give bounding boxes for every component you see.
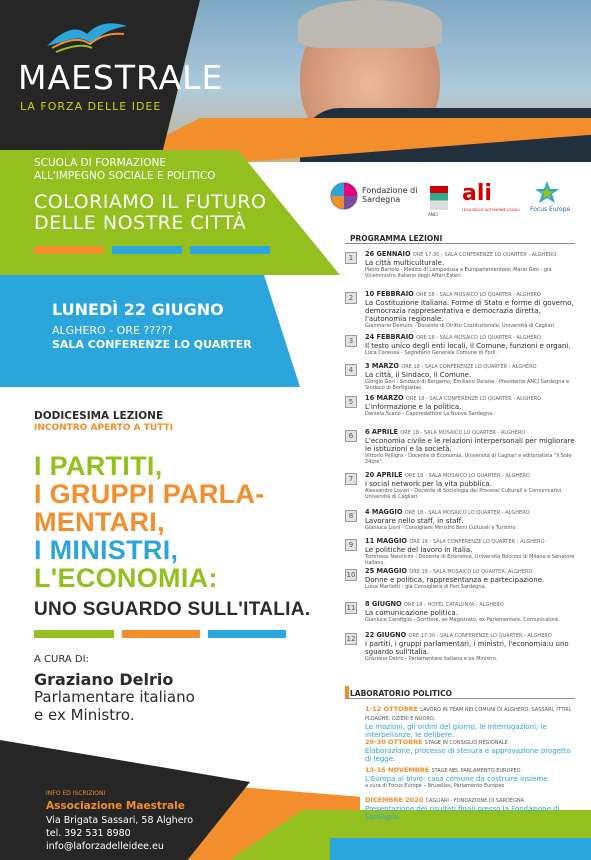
lesson-date: 24 FEBBRAIO bbox=[365, 333, 414, 341]
ali-logo-icon: ali bbox=[462, 181, 492, 206]
lab-details: LAVORO IN TEAM NEI COMUNI DI ALGHERO, SASSARI, ITTIRI, PLOAGHE, OZIERI E NUORO. bbox=[365, 707, 572, 722]
lesson-entry bbox=[365, 471, 575, 500]
lesson-title: Il testo unico degli enti locali, il Comune, funzioni e organi. bbox=[365, 342, 571, 350]
lesson-speakers: Alessandro Lovari - Docente di Sociologia dei Processi Culturali e Comunicativi, Università di Cagliari. bbox=[365, 488, 563, 500]
brand-tagline: LA FORZA DELLE IDEE bbox=[20, 100, 162, 113]
headline-line-2: I GRUPPI PARLA- bbox=[34, 479, 265, 509]
lesson-date: 26 GENNAIO bbox=[365, 250, 411, 258]
lab-entry bbox=[365, 738, 575, 763]
lesson-date-line bbox=[365, 333, 575, 342]
lesson-speakers: Gianmario Demuro - Docente di Diritto Costituzionale, Università di Cagliari. bbox=[365, 323, 556, 329]
lab-date: 29-30 OTTOBRE bbox=[365, 738, 423, 746]
lesson-date-line bbox=[365, 290, 575, 299]
event-location-time: ALGHERO - ORE ????? bbox=[52, 324, 173, 337]
lesson-entry bbox=[365, 631, 575, 662]
fondazione-logo-icon bbox=[330, 182, 358, 210]
headline-line-3: MENTARI, bbox=[34, 507, 165, 537]
lesson-title: Donne e politica, rappresentanza e partecipazione. bbox=[365, 576, 545, 584]
lab-date-line bbox=[365, 738, 575, 747]
course-title bbox=[34, 192, 267, 234]
lesson-details: ORE 18 - SALA MOSAICO LO QUARTER, ALGHERO bbox=[409, 569, 533, 575]
lesson-speakers: Tommaso Nannicini - Docente di Economia, Università Bocconi di Milano e Senatore italiano. bbox=[365, 554, 575, 566]
lesson-number-badge: 3 bbox=[345, 335, 357, 347]
lesson-date-line bbox=[365, 537, 575, 546]
portrait-hair bbox=[298, 0, 442, 48]
lesson-details: ORE 18 - SALA MOSAICO LO QUARTER - ALGHERO bbox=[400, 430, 526, 436]
lab-organizer: a cura di Focus Europe – Bruxelles, Parlamento Europeo bbox=[365, 783, 505, 789]
lab-title: Le mozioni, gli ordini del giorno, le interrogazioni, le interpellanze, le delibere. bbox=[365, 723, 547, 739]
lab-title: Presentazione dei risultati finali presso la Fondazione di Sardegna. bbox=[365, 805, 560, 821]
lesson-title: La Costituzione italiana. Forme di Stato e forme di governo, democrazia rappresentativa e democrazia diretta, l'autonomia regionale. bbox=[365, 299, 574, 323]
headline-line-4: I MINISTRI, bbox=[34, 535, 179, 565]
lesson-number-badge: 11 bbox=[346, 604, 356, 612]
lesson-entry bbox=[365, 537, 575, 566]
divider-orange bbox=[122, 630, 200, 638]
lab-title: L'Europa al bivio: casa comune da costruire insieme bbox=[365, 775, 548, 783]
lesson-title: L'economia civile e le relazioni interpersonali per migliorare le istituzioni e la società. bbox=[365, 437, 575, 453]
info-phone[interactable]: tel. 392 531 8980 bbox=[46, 828, 131, 839]
sponsor-fondazione: Fondazione di Sardegna bbox=[362, 186, 418, 204]
lesson-date: 16 MARZO bbox=[365, 394, 404, 402]
lesson-speakers: Graziano Delrio - Parlamentare italiano e ex Ministro. bbox=[365, 656, 498, 662]
bird-logo-icon bbox=[42, 16, 132, 56]
laboratorio-title: LABORATORIO POLITICO bbox=[350, 689, 452, 698]
lesson-title: I social network per la vita pubblica. bbox=[365, 480, 492, 488]
lab-details: STAGE IN CONSIGLIO REGIONALE bbox=[424, 740, 508, 746]
lab-entry bbox=[365, 705, 575, 739]
lesson-number-badge: 6 bbox=[345, 430, 357, 442]
lesson-details: ORE 18 - SALA CONFERENZE LO QUARTER - ALGHERO bbox=[401, 364, 537, 370]
info-email[interactable]: info@laforzadelleidee.eu bbox=[46, 841, 164, 852]
lesson-title: La città multiculturale. bbox=[365, 259, 445, 267]
lab-date: 1-12 OTTOBRE bbox=[365, 705, 418, 713]
lesson-date-line bbox=[365, 508, 575, 517]
school-line-2: ALL'IMPEGNO SOCIALE E POLITICO bbox=[34, 170, 216, 182]
lesson-number-badge: 10 bbox=[346, 571, 356, 579]
sponsor-anci: ANCI bbox=[428, 212, 438, 217]
lesson-title: L'informazione e la politica. bbox=[365, 403, 462, 411]
curator-name: Graziano Delrio bbox=[34, 670, 174, 689]
curator-role-2: e ex Ministro. bbox=[34, 706, 135, 724]
lesson-details: ORE 17:30 - SALA CONFERENZE LO QUARTER - ALGHERO bbox=[408, 633, 552, 639]
lesson-entry bbox=[365, 508, 575, 531]
lesson-details: ORE 18 - SALA CONFERENZE LO QUARTER - ALGHERO bbox=[409, 539, 545, 545]
laboratorio-rule bbox=[345, 698, 575, 699]
lesson-number-badge: 1 bbox=[345, 252, 357, 264]
lab-details: CAGLIARI - FONDAZIONE DI SARDEGNA bbox=[425, 798, 525, 804]
event-venue: SALA CONFERENZE LO QUARTER bbox=[52, 338, 252, 351]
school-line-1: SCUOLA DI FORMAZIONE bbox=[34, 157, 166, 169]
info-address: Via Brigata Sassari, 58 Alghero bbox=[46, 815, 194, 826]
lesson-number-badge: 4 bbox=[345, 364, 357, 376]
lesson-speakers: Gianluca Lioni - Consigliere Ministro Beni Culturali e Turismo. bbox=[365, 525, 517, 531]
lesson-date-line bbox=[365, 362, 575, 371]
curated-by-label: A CURA DI: bbox=[34, 654, 89, 665]
course-title-line-2: DELLE NOSTRE CITTÀ bbox=[34, 212, 247, 234]
lesson-date: 6 APRILE bbox=[365, 428, 399, 436]
lesson-title: La città, il Sindaco, il Comune. bbox=[365, 371, 472, 379]
lesson-details: ORE 18 - SALA MOSAICO LO QUARTER - ALGHERO bbox=[404, 473, 530, 479]
lesson-number-badge: 7 bbox=[345, 473, 357, 485]
lesson-date: 22 GIUGNO bbox=[365, 631, 407, 639]
lesson-number-badge: 12 bbox=[346, 635, 356, 643]
divider-green bbox=[34, 630, 114, 638]
lesson-date-line bbox=[365, 471, 575, 480]
lab-entry bbox=[365, 796, 575, 821]
info-label: INFO ED ISCRIZIONI bbox=[46, 790, 106, 797]
lesson-date: 20 APRILE bbox=[365, 471, 403, 479]
lesson-number-badge: 9 bbox=[345, 539, 357, 551]
lesson-date: 3 MARZO bbox=[365, 362, 400, 370]
info-org: Associazione Maestrale bbox=[46, 800, 185, 812]
lab-title: Elaborazione, processo di stesura e approvazione progetto di legge. bbox=[365, 747, 571, 763]
lesson-date: 4 MAGGIO bbox=[365, 508, 403, 516]
programma-rule bbox=[345, 243, 575, 244]
lab-details: STAGE NEL PARLAMENTO EUROPEO bbox=[431, 768, 521, 774]
lesson-entry bbox=[365, 362, 575, 391]
lesson-speakers: Luca Canessa - Segretario Generale Comune di Forlì. bbox=[365, 350, 498, 356]
lesson-date-line bbox=[365, 250, 575, 259]
lesson-date-line bbox=[365, 567, 575, 576]
headline-line-6: UNO SGUARDO SULL'ITALIA. bbox=[34, 599, 311, 620]
lesson-speakers: Luisa Marilotti - già Consigliera di Pari Sardegna. bbox=[365, 584, 487, 590]
lesson-details: ORE 18 - HOTEL CATALUNYA - ALGHERO bbox=[403, 602, 504, 608]
school-subtitle bbox=[34, 157, 215, 183]
lesson-date-line bbox=[365, 631, 575, 640]
sponsor-focus-europe: Focus Europe bbox=[530, 206, 571, 213]
footer-blue-shape bbox=[330, 838, 591, 860]
lesson-title: Lavorare nello staff, in staff. bbox=[365, 517, 464, 525]
lesson-details: ORE 17:30 - SALA CONFERENZE LO QUARTER - ALGHERO bbox=[412, 252, 557, 258]
lesson-date: 8 GIUGNO bbox=[365, 600, 402, 608]
open-to-all: INCONTRO APERTO A TUTTI bbox=[34, 423, 174, 433]
sponsor-logos bbox=[330, 176, 591, 220]
lesson-number-badge: 2 bbox=[345, 292, 357, 304]
anci-logo-icon bbox=[430, 186, 448, 210]
lesson-speakers: Pietro Bartolo - Medico di Lampedusa e Europarlamentare; Mario Giro - già Viceministro Italiano degli Affari Esteri. bbox=[365, 267, 552, 279]
lesson-number-badge: 8 bbox=[345, 510, 357, 522]
lesson-entry bbox=[365, 567, 575, 590]
lab-date-line bbox=[365, 766, 575, 775]
lesson-speakers: Gianluca Carofiglio - Scrittore, ex Magistrato, ex Parlamentare, Comunicatore. bbox=[365, 617, 560, 623]
lesson-date-line bbox=[365, 428, 575, 437]
lesson-details: ORE 18 - SALA MOSAICO LO QUARTER - ALGHERO bbox=[416, 335, 541, 341]
lab-date: DICEMBRE 2020 bbox=[365, 796, 424, 804]
lesson-date: 11 MAGGIO bbox=[365, 537, 408, 545]
lesson-entry bbox=[365, 600, 575, 623]
accent-bar-blue-2 bbox=[190, 246, 270, 254]
sponsor-ali: LEGA DELLE AUTONOMIE LOCALI bbox=[462, 208, 520, 212]
accent-bar-blue bbox=[112, 246, 182, 254]
accent-bar-orange bbox=[34, 246, 104, 254]
lab-entry bbox=[365, 766, 575, 789]
lesson-details: ORE 18 - SALA CONFERENZE LO QUARTER - ALGHERO bbox=[405, 396, 542, 402]
event-date: LUNEDÌ 22 GIUGNO bbox=[52, 300, 224, 319]
lesson-date: 25 MAGGIO bbox=[365, 567, 408, 575]
lesson-speakers: Daniela Scano - Caporedattore La Nuova Sardegna. bbox=[365, 411, 494, 417]
brand-name: MAESTRALE bbox=[18, 58, 224, 97]
headline-line-1: I PARTITI, bbox=[34, 451, 163, 481]
lab-date: 13-15 NOVEMBRE bbox=[365, 766, 430, 774]
lesson-entry bbox=[365, 250, 575, 279]
lab-date-line bbox=[365, 705, 575, 723]
course-title-line-1: COLORIAMO IL FUTURO bbox=[34, 191, 267, 213]
lesson-entry bbox=[365, 428, 575, 465]
lesson-number-badge: 5 bbox=[345, 396, 357, 408]
laboratorio-marker bbox=[345, 686, 349, 698]
lesson-title: Le politiche del lavoro in Italia. bbox=[365, 546, 473, 554]
lesson-details: ORE 18 - SALA MOSAICO LO QUARTER - ALGHERO bbox=[416, 292, 541, 298]
lesson-speakers: Giorgio Gori - Sindaco di Bergamo; Emiliano Deiana - Presidente ANCI Sardegna e Sindaco di Bortigiadas. bbox=[365, 379, 570, 391]
lesson-date-line bbox=[365, 394, 575, 403]
curator-role-1: Parlamentare italiano bbox=[34, 688, 195, 706]
lesson-details: ORE 18 - SALA MOSAICO LO QUARTER - ALGHERO bbox=[404, 510, 530, 516]
lesson-title: La comunicazione politica. bbox=[365, 609, 458, 617]
lesson-date: 10 FEBBRAIO bbox=[365, 290, 414, 298]
divider-blue bbox=[208, 630, 286, 638]
programma-title: PROGRAMMA LEZIONI bbox=[350, 234, 443, 243]
lab-date-line bbox=[365, 796, 575, 805]
lesson-entry bbox=[365, 333, 575, 356]
lesson-title: I partiti, i gruppi parlamentari, i ministri, l'economia:u uno sguardo sull'Italia. bbox=[365, 640, 569, 656]
lesson-number: DODICESIMA LEZIONE bbox=[34, 410, 164, 422]
focus-europe-star-icon bbox=[534, 180, 560, 204]
lesson-entry bbox=[365, 394, 575, 417]
lesson-date-line bbox=[365, 600, 575, 609]
lesson-entry bbox=[365, 290, 575, 329]
lesson-speakers: Vittorio Pelligra - Docente di Economia, Università di Cagliari e editorialista "Il Sole 24ore". bbox=[365, 453, 572, 465]
headline-line-5: L'ECONOMIA: bbox=[34, 563, 218, 593]
